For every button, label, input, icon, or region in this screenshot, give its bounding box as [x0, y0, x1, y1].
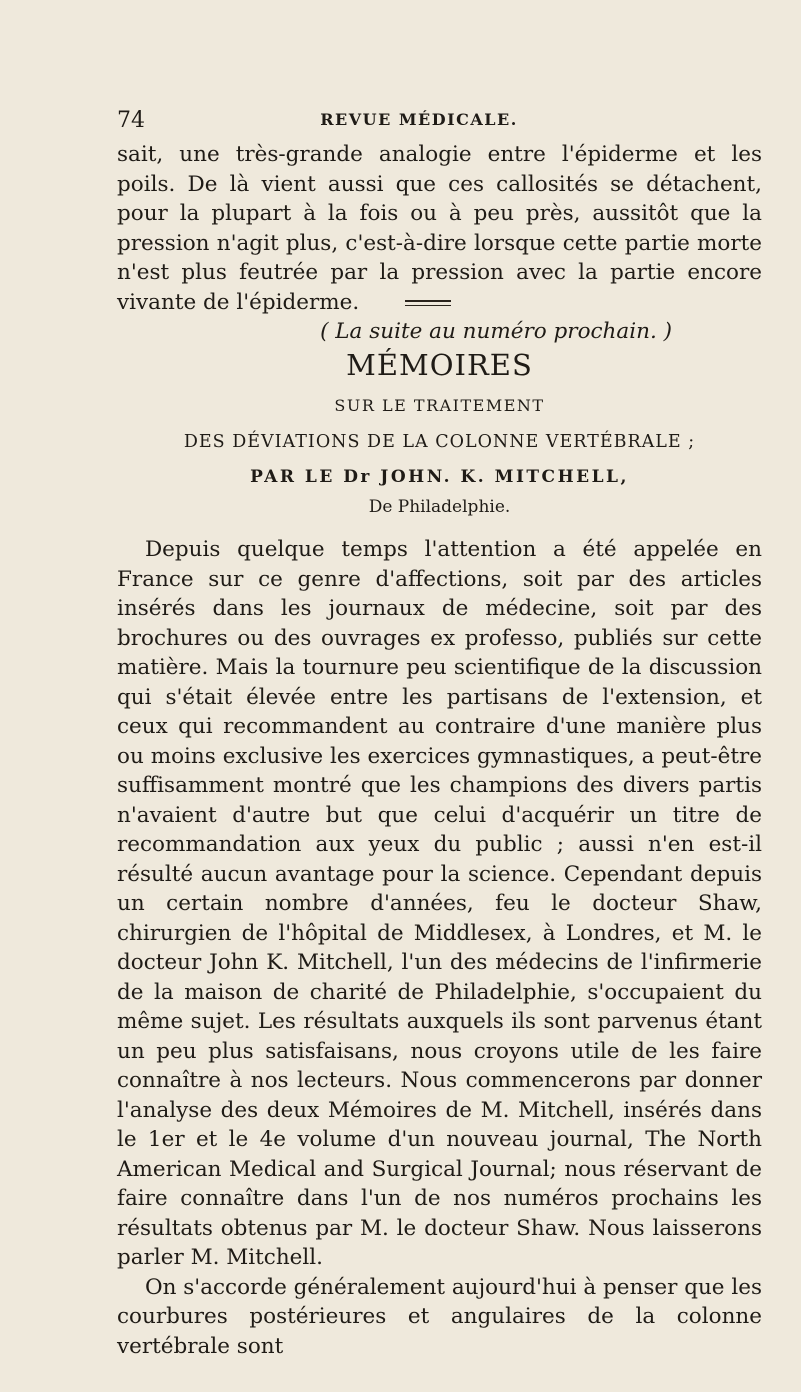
article-body: [117, 535, 762, 1361]
section-divider: [405, 300, 451, 306]
article-author: PAR LE Dr JOHN. K. MITCHELL,: [250, 467, 629, 487]
article-title: MÉMOIRES: [346, 348, 533, 382]
running-title: REVUE MÉDICALE.: [320, 110, 518, 129]
intro-block: [117, 140, 762, 347]
page-header: [117, 108, 721, 138]
page-number: 74: [117, 108, 145, 133]
article-heading: [117, 348, 762, 517]
body-paragraph-2: On s'accorde généralement aujourd'hui à penser que les courbures postérieures et angulaires de la colonne vertébrale sont: [117, 1274, 762, 1359]
article-subtitle-1: SUR LE TRAITEMENT: [334, 396, 545, 415]
body-paragraph-1: Depuis quelque temps l'attention a été appelée en France sur ce genre d'affections, soit par des articles insérés dans les journaux de médecine, soit par des brochures ou des ouvrages ex professo, publiés sur cette matière. Mais la tournure peu scientifique de la discussion qui s'était élevée entre les partisans de l'extension, et ceux qui recommandent au contraire d'une manière plus ou moins exclusive les exercices gymnastiques, a peut-être suffisamment montré que les champions des divers partis n'avaient d'autre but que celui d'acquérir un titre de recommandation aux yeux du public ; aussi n'en est-il résulté aucun avantage pour la science. Cependant depuis un certain nombre d'années, feu le docteur Shaw, chirurgien de l'hôpital de Middlesex, à Londres, et M. le docteur John K. Mitchell, l'un des médecins de l'infirmerie de la maison de charité de Philadelphie, s'occupaient du même sujet. Les résultats auxquels ils sont parvenus étant un peu plus satisfaisans, nous croyons utile de les faire connaître à nos lecteurs. Nous commencerons par donner l'analyse des deux Mémoires de M. Mitchell, insérés dans le 1er et le 4e volume d'un nouveau journal, The North American Medical and Surgical Journal; nous réservant de faire connaître dans l'un de nos numéros prochains les résultats obtenus par M. le docteur Shaw. Nous laisserons parler M. Mitchell.: [117, 537, 762, 1270]
intro-paragraph: sait, une très-grande analogie entre l'épiderme et les poils. De là vient aussi que ces callosités se détachent, pour la plupart à la fois ou à peu près, aussitôt que la pression n'agit plus, c'est-à-dire lorsque cette partie morte n'est plus feutrée par la pression avec la partie encore vivante de l'épiderme.: [117, 142, 762, 315]
continuation-note: ( La suite au numéro prochain. ): [320, 319, 672, 344]
article-subtitle-2: DES DÉVIATIONS DE LA COLONNE VERTÉBRALE ;: [183, 432, 696, 452]
article-place: De Philadelphie.: [368, 497, 511, 517]
